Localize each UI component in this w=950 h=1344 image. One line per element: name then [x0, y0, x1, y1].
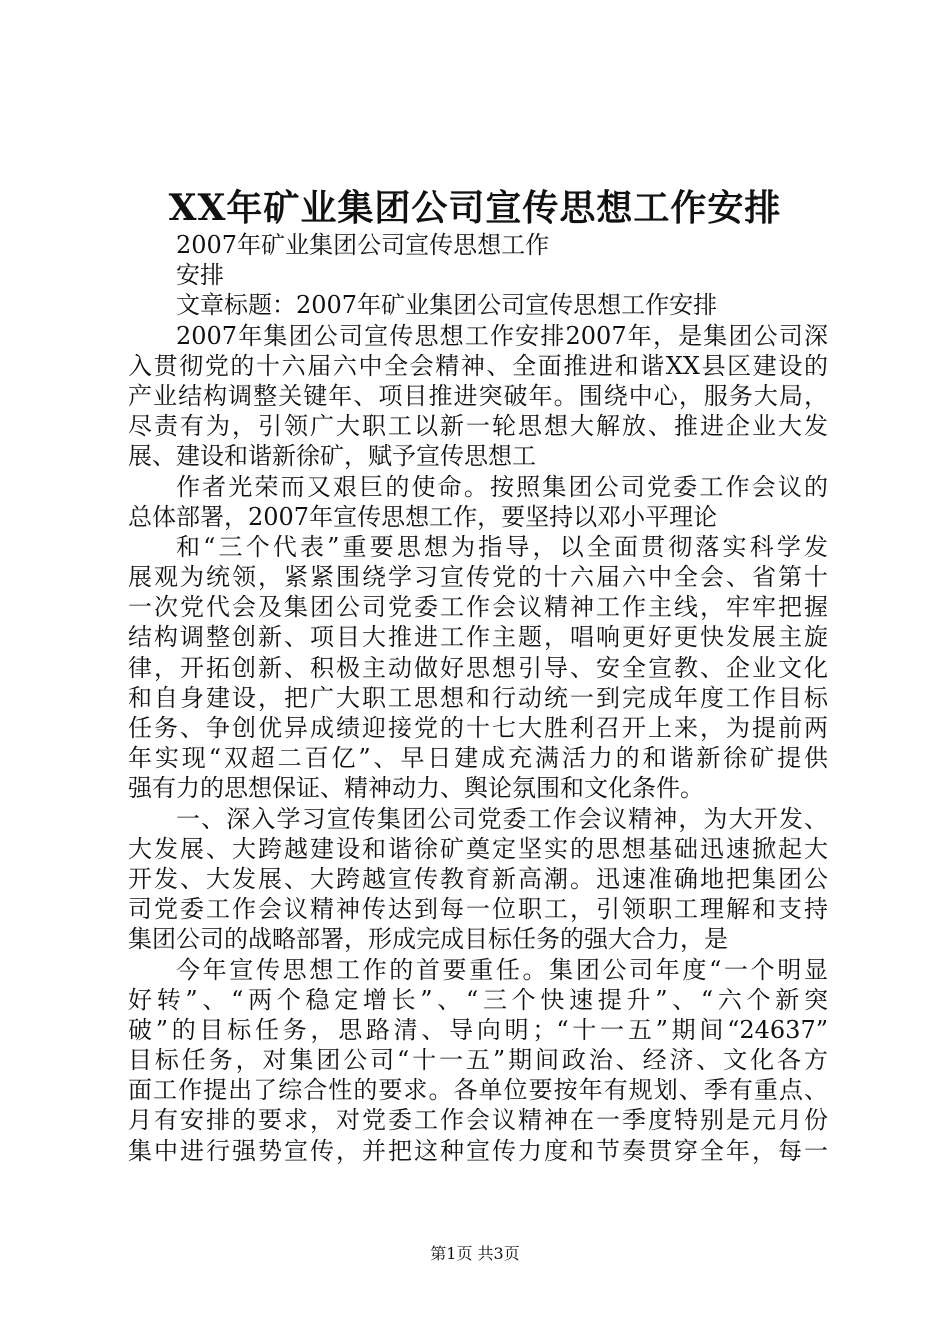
text-line: 展观为统领，紧紧围绕学习宣传党的十六届六中全会、省第十	[128, 563, 828, 592]
text-line: 产业结构调整关键年、项目推进突破年。围绕中心，服务大局，	[128, 381, 828, 410]
text-line: 司党委工作会议精神传达到每一位职工，引领职工理解和支持	[128, 895, 828, 924]
page-number-footer: 第1页 共3页	[430, 1244, 520, 1263]
document-title: XX年矿业集团公司宣传思想工作安排	[168, 187, 782, 229]
text-line: 目标任务，对集团公司“十一五”期间政治、经济、文化各方	[128, 1046, 828, 1075]
text-line: 总体部署，2007年宣传思想工作，要坚持以邓小平理论	[128, 502, 718, 531]
text-line: 一、深入学习宣传集团公司党委工作会议精神，为大开发、	[176, 804, 828, 833]
text-line: 面工作提出了综合性的要求。各单位要按年有规划、季有重点、	[128, 1076, 828, 1105]
text-line: 年实现“双超二百亿”、早日建成充满活力的和谐新徐矿提供	[128, 744, 828, 773]
text-line: 律，开拓创新、积极主动做好思想引导、安全宣教、企业文化	[128, 653, 828, 682]
text-line: 一次党代会及集团公司党委工作会议精神工作主线，牢牢把握	[128, 593, 828, 622]
text-line: 今年宣传思想工作的首要重任。集团公司年度“一个明显	[176, 955, 828, 984]
text-line: 月有安排的要求，对党委工作会议精神在一季度特别是元月份	[128, 1106, 828, 1135]
text-line: 文章标题：2007年矿业集团公司宣传思想工作安排	[176, 291, 718, 320]
document-body	[128, 230, 828, 1166]
text-line: 和自身建设，把广大职工思想和行动统一到完成年度工作目标	[128, 683, 828, 712]
text-line: 破”的目标任务，思路清、导向明；“十一五”期间“24637”	[128, 1015, 828, 1044]
text-line: 展、建设和谐新徐矿，赋予宣传思想工	[128, 442, 536, 471]
text-line: 作者光荣而又艰巨的使命。按照集团公司党委工作会议的	[176, 472, 828, 501]
text-line: 强有力的思想保证、精神动力、舆论氛围和文化条件。	[128, 774, 704, 803]
text-line: 2007年矿业集团公司宣传思想工作	[176, 231, 550, 259]
text-line: 入贯彻党的十六届六中全会精神、全面推进和谐XX县区建设的	[128, 351, 828, 380]
text-line: 任务、争创优异成绩迎接党的十七大胜利召开上来，为提前两	[128, 714, 828, 742]
text-line: 大发展、大跨越建设和谐徐矿奠定坚实的思想基础迅速掀起大	[128, 834, 828, 863]
text-line: 好转”、“两个稳定增长”、“三个快速提升”、“六个新突	[128, 985, 828, 1014]
text-line: 集团公司的战略部署，形成完成目标任务的强大合力，是	[128, 925, 728, 954]
text-line: 开发、大发展、大跨越宣传教育新高潮。迅速准确地把集团公	[128, 864, 828, 893]
text-line: 结构调整创新、项目大推进工作主题，唱响更好更快发展主旋	[128, 623, 828, 652]
text-line: 尽责有为，引领广大职工以新一轮思想大解放、推进企业大发	[128, 412, 828, 441]
text-line: 集中进行强势宣传，并把这种宣传力度和节奏贯穿全年，每一	[128, 1136, 828, 1165]
text-line: 安排	[176, 261, 224, 290]
text-line: 和“三个代表”重要思想为指导，以全面贯彻落实科学发	[176, 532, 828, 561]
text-line: 2007年集团公司宣传思想工作安排2007年，是集团公司深	[176, 321, 828, 350]
